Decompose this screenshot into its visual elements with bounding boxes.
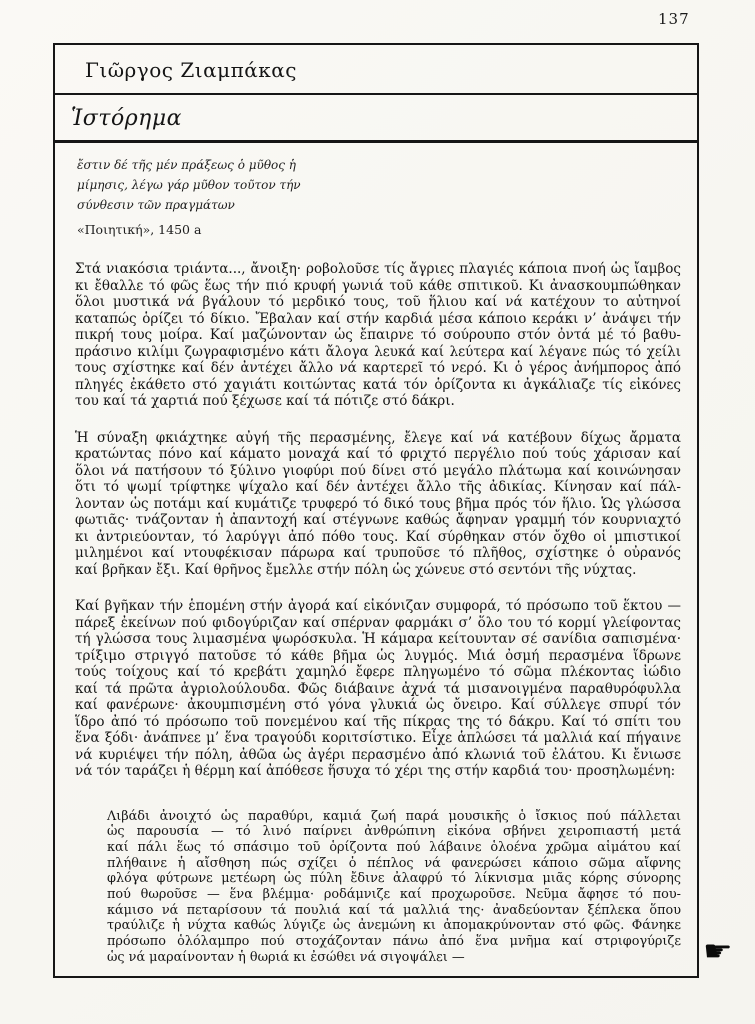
text-line: φωτιᾶς· τνάζονταν ἡ ἀπαντοχή καί στέγνωνε καθώς ἄφηναν γραμμή τόν κουρνιαχτό [75, 512, 681, 528]
text-line: πράσινο κιλίμι ζωγραφισμένο κάτι ἄλογα λευκά καί λεύτερα καί λέγανε πώς τό χείλι [75, 343, 681, 360]
quote-line: πλήθαινε ἡ αἴσθηση πώς σχίζει ὁ πέπλος νά φανερώσει κάποιο σῶμα αἴφνης [107, 855, 681, 871]
text-line: νά τόν ταράζει ἡ θέρμη καί ἀπόθεσε ἥσυχα τό χέρι της στήν καρδιά του· προσηλωμένη: [75, 763, 676, 779]
manicule-icon: ☛ [703, 933, 733, 968]
text-line: ἕνα ξόδι· ἀνάπνεε μ’ ἕνα τραγούδι κοριτσίστικο. Εἶχε ἁπλώσει τά μαλλιά καί πήγαινε [75, 730, 681, 746]
epigraph-source: «Ποιητική», 1450 a [77, 222, 202, 237]
text-line: κρατώντας πόνο καί κάματο μοναχά καί τό φριχτό περγέλιο πού τούς χάρισαν καί [75, 446, 681, 462]
text-line: ὅλοι μυστικά νά βγάλουν τό μερδικό τους, τοῦ ἥλιου καί νά κατέχουν το αὐτηνοί [75, 294, 681, 310]
epigraph-line: μίμησις, λέγω γάρ μῦθον τοῦτον τήν [77, 178, 301, 192]
paragraph-3 [75, 598, 681, 780]
text-line: ὅλοι νά πατήσουν τό ξύλινο γιοφύρι πού δίνει στό μεγάλο πλάτωμα καί κοινώνησαν [75, 462, 681, 479]
text-line: ὅτι τό ψωμί τρίφτηκε ψίχαλο καί δέν ἀντέχει ἄλλο τῆς ἀδικίας. Κίνησαν καί πάλ- [75, 479, 681, 495]
epigraph-line: σύνθεσιν τῶν πραγμάτων [77, 198, 235, 212]
text-line: λονταν ὡς ποτάμι καί κυμάτιζε τρυφερό τό δικό τους βῆμα πρός τόν ἥλιο. Ὡς γλώσσα [75, 495, 681, 512]
text-line: Ἡ σύναξη φκιάχτηκε αὐγή τῆς περασμένης, ἔλεγε καί νά κατέβουν δίχως ἄρματα [75, 429, 681, 446]
text-line: τή γλώσσα τους λιμασμένα ψωρόσκυλα. Ἡ κάμαρα κείτουνταν σέ σανίδια σαπισμένα· [75, 631, 681, 647]
text-line: καί βρῆκαν ἔξι. Καί θρῆνος ἔμελλε στήν πόλη ὡς χώνευε στό σεντόνι τῆς νύχτας. [75, 561, 637, 578]
story-title: Ἱστόρημα [71, 106, 182, 131]
text-line: πικρή τους μοίρα. Καί μαζώνονταν ὡς ἔπαιρνε τό σούρουπο στόν ὀντά μέ τό βαθυ- [75, 327, 681, 343]
quote-line: ὡς νά μαραίνονταν ἡ θωριά κι ἐσώθει νά σιγοψάλει — [107, 949, 465, 965]
text-line: πάρεξ ἐκείνων πού φιδογύριζαν καί σπέρναν φαρμάκι σ’ ὅλο του τό κορμί γλείφοντας [75, 614, 681, 631]
text-line: τρίξιμο στριγγό πατοῦσε τό κάθε βῆμα ὡς λυγμός. Μιά ὀσμή περασμένα ἵδρωνε [75, 647, 681, 664]
text-line: πληγές ἐκάθετο στό χαγιάτι κοιτώντας κατά τόν ὁρίζοντα κι ἀγκάλιαζε τίς εἰκόνες [75, 376, 681, 393]
page-body [55, 155, 697, 966]
page-number: 137 [658, 10, 690, 28]
text-line: τούς τοίχους καί τό κρεβάτι χαμηλό ἔφερε πληγωμένο τό σῶμα πλέκοντας ἰώδιο [75, 664, 681, 680]
quote-line: φλόγα φύτρωνε μετέωρη ὡς πύλη ἔδινε ἀλαφρύ τό λίκνισμα μιᾶς κόρης σύνορης [107, 871, 681, 887]
quote-line: πού θωροῦσε — ἕνα βλέμμα· ροδάμνιζε καί προχωροῦσε. Νεῦμα ἄφησε τό που- [107, 887, 681, 903]
text-line: τους σχίστηκε καί δέν ἀντέχει ἄλλο νά καρτερεῖ τό νερό. Κι ὁ γέρος ἀνήμπορος ἀπό [75, 360, 681, 376]
text-line: Καί βγῆκαν τήν ἑπομένη στήν ἀγορά καί εἰκόνιζαν συμφορά, τό πρόσωπο τοῦ ἕκτου — [75, 598, 681, 614]
quote-line: τραύλιζε ἡ νύχτα καθώς λύγιζε ὡς ἀνεμώνη κι ἀπομακρύνονταν στό φῶς. Φάνηκε [107, 918, 681, 934]
text-line: Στά νιακόσια τριάντα..., ἄνοιξη· ροβολοῦσε τίς ἄγριες πλαγιές κάποια πνοή ὡς ἴαμβος [75, 261, 681, 277]
text-line: καί φανέρωνε· ἀκουμπισμένη στό γόνα γλυκιά ὡς ὄνειρο. Καί σύλλεγε σπυρί τόν [75, 697, 681, 713]
quote-line: καί πάλι ἕως τό σπάσιμο τοῦ ὁρίζοντα πού λάβαινε ὁλοένα χρῶμα αἱμάτου καί [107, 839, 681, 855]
quote-line: κάμισο νά πεταρίσουν τά πουλιά καί τά μαλλιά της· ἀναδεύονταν ξέπλεκα ὅπου [107, 902, 681, 918]
epigraph-line: ἔστιν δέ τῆς μέν πράξεως ὁ μῦθος ἡ [77, 158, 296, 172]
epigraph [77, 155, 407, 215]
paragraph-2 [75, 430, 681, 579]
title-strip [55, 95, 697, 143]
text-line: του καί τά χαρτιά πού ξέχωσε καί τά πότιζε στό δάκρι. [75, 393, 455, 409]
text-line: νά κυριέψει τήν πόλη, ἀθῶα ὡς ἀγέρι περασμένο ἀπό κλωνιά τοῦ ἐλάτου. Κι ἔνιωσε [75, 746, 681, 763]
text-line: κι ἀντριεύονταν, τό λαρύγγι ἀπό πόθο τους. Καί σύρθηκαν στόν ὄχθο οἱ μπιστικοί [75, 528, 681, 545]
text-line: κι ἔθαλλε τό φῶς ἕως τήν πιό κρυφή γωνιά τοῦ κάθε σπιτικοῦ. Κι ἀνασκουμπώθηκαν [75, 277, 681, 294]
blockquote [107, 809, 681, 966]
author-strip [55, 45, 697, 95]
quote-line: Λιβάδι ἀνοιχτό ὡς παραθύρι, καμιά ζωή παρά μουσικῆς ὁ ἴσκιος πού πάλλεται [107, 808, 681, 824]
author-name: Γιῶργος Ζιαμπάκας [85, 58, 297, 82]
text-line: καί τά πρῶτα ἀγριολούλουδα. Φῶς διάβαινε ἀχνά τά μισανοιγμένα παραθυρόφυλλα [75, 680, 681, 697]
paragraph-1 [75, 261, 681, 410]
content-frame [53, 43, 699, 978]
quote-line: ὡς παρουσία — τό λινό παίρνει ἀνθρώπινη εἰκόνα σβήνει χειροπιαστή μετά [107, 824, 681, 840]
text-line: καταπώς ὁρίζει τό δίκιο. Ἔβαλαν καί στήν καρδιά μέσα κάποιο κεράκι ν’ ἀνάψει τήν [75, 310, 681, 327]
quote-line: πρόσωπο ὁλόλαμπρο πού στοχάζονταν πάνω ἀπό ἕνα μνῆμα καί στριφογύριζε [107, 934, 681, 950]
text-line: ἵδρο ἀπό τό πρόσωπο τοῦ πονεμένου καί τῆς πίκρας της τό δάκρυ. Καί τό σπίτι του [75, 713, 681, 730]
text-line: μιλημένοι καί ντουφέκισαν πάρωρα καί τρυποῦσε τό πλῆθος, σχίστηκε ὁ οὐρανός [75, 545, 681, 561]
